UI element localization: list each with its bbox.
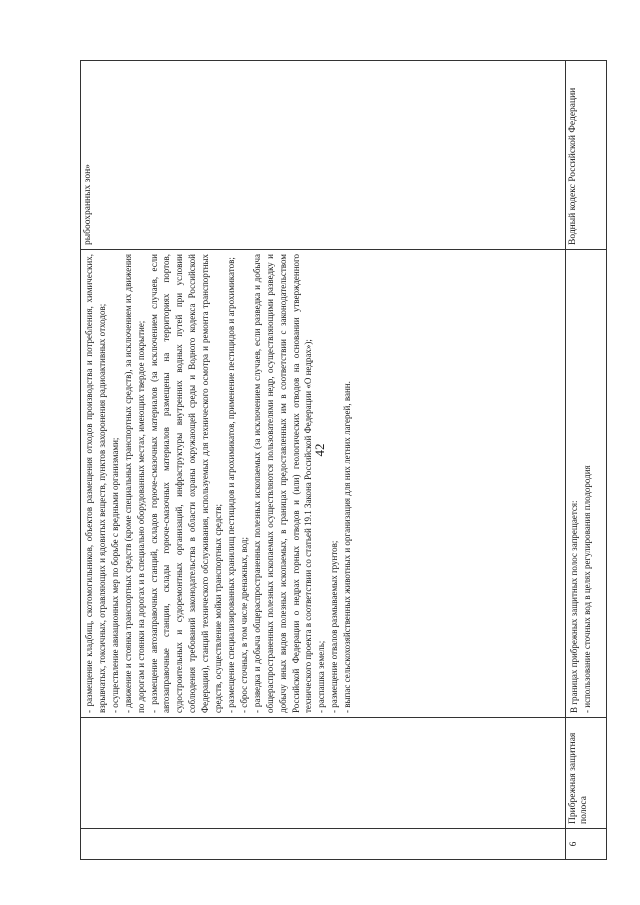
restrictions-table <box>80 60 607 860</box>
restrictions-cell <box>81 250 566 718</box>
table-row <box>566 61 607 860</box>
restriction-item: - размещение кладбищ, скотомогильников, объектов размещения отходов производства и потребления, химических, взрывчатых, токсичных, отравляющих и ядовитых веществ, пунктов захоронения радиоактивных отходов; <box>84 254 107 713</box>
restriction-item: - разведка и добыча общераспространенных полезных ископаемых (за исключением случаев, если разведка и добыча общераспространенных полезных ископаемых осуществляются пользователями недр, осуществляющими разведку и добычу иных видов полезных ископаемых, в границах предоставленных им в соответствии с законодательством Российской Федерации о недрах горных отводов и (или) геологических отводов на основании утвержденного технического проекта в соответствии со статьей 19.1 Закона Российской Федерации «О недрах»); <box>251 254 314 713</box>
restriction-item: - сброс сточных, в том числе дренажных, вод; <box>238 536 249 713</box>
restriction-item: - размещение специализированных хранилищ пестицидов и агрохимикатов, применение пестицидов и агрохимикатов; <box>225 257 236 713</box>
restriction-item: В границах прибрежных защитных полос запрещается: <box>569 500 579 713</box>
restrictions-cell <box>566 250 607 718</box>
restriction-item: - движение и стоянка транспортных средств (кроме специальных транспортных средств), за исключением их движения по дорогам и стоянки на дорогах и в специально оборудованных местах, имеющих твердое покрытие; <box>122 254 146 713</box>
row-number-cell: 6 <box>566 829 607 860</box>
legal-source-cell: рыбоохранных зон» <box>81 61 566 250</box>
rotated-table-container <box>80 60 600 860</box>
page-number: 42 <box>312 443 327 457</box>
restriction-item: - размещение автозаправочных станций, складов горюче-смазочных материалов (за исключением случаев, если автозаправочные станции, склады горюче-смазочных материалов размещены на территориях портов, судостроительных и судоремонтных организаций, инфраструктуры внутренних водных путей при условии соблюдения требований законодательства в области охраны окружающей среды и Водного кодекса Российской Федерации), станций технического обслуживания, используемых для технического осмотра и ремонта транспортных средств, осуществление мойки транспортных средств; <box>148 254 224 713</box>
row-number-cell <box>81 829 566 860</box>
legal-source-cell: Водный кодекс Российской Федерации <box>566 61 607 250</box>
restriction-item: - осуществление авиационных мер по борьбе с вредными организмами; <box>109 437 120 713</box>
restriction-item: - использование сточных вод в целях регулирования плодородия <box>581 465 592 713</box>
zone-name-cell: Прибрежная защитная полоса <box>566 718 607 829</box>
restriction-item: - распашка земель; <box>316 640 327 713</box>
restriction-item: - выпас сельскохозяйственных животных и организация для них летних лагерей, ванн. <box>342 381 353 713</box>
restriction-item: - размещение отвалов размываемых грунтов; <box>329 540 340 713</box>
zone-name-cell <box>81 718 566 829</box>
table-row <box>81 61 566 860</box>
